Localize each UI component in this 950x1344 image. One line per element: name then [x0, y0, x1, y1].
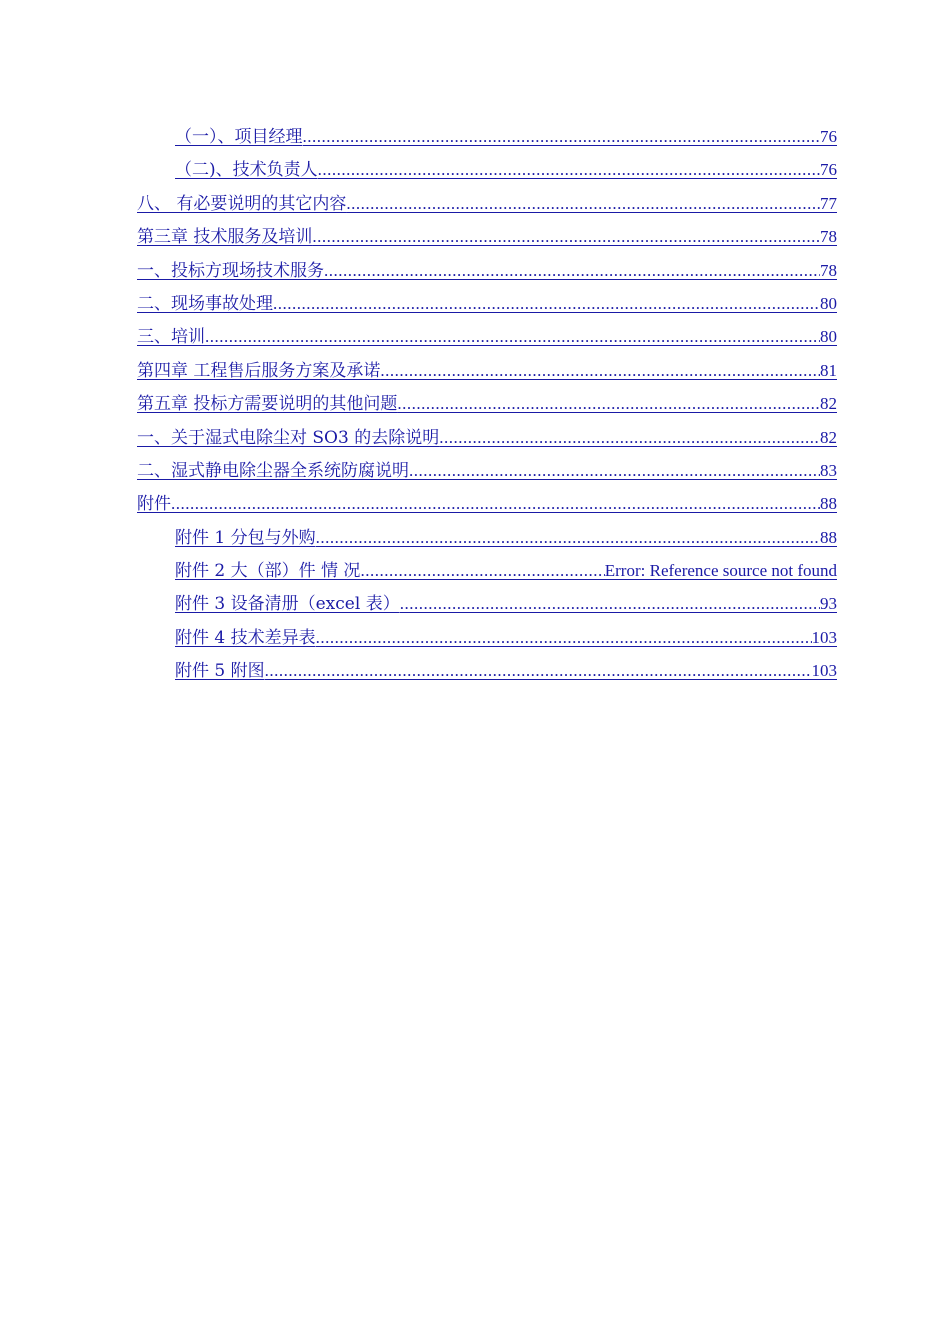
- toc-page-number: 81: [820, 360, 837, 380]
- toc-entry-appendix-3[interactable]: [175, 587, 837, 620]
- toc-page-number: 103: [811, 627, 837, 647]
- toc-entry-label: 第三章 技术服务及培训: [137, 227, 313, 248]
- toc-dot-leader: [324, 254, 820, 287]
- toc-entry-label: 二、现场事故处理: [137, 293, 273, 314]
- toc-dot-leader: [409, 454, 820, 487]
- toc-page-number: Error: Reference source not found: [604, 561, 837, 581]
- toc-entry-label: 第四章 工程售后服务方案及承诺: [137, 360, 381, 381]
- toc-dot-leader: [397, 387, 820, 420]
- toc-entry-appendix-5[interactable]: [175, 654, 837, 687]
- toc-entry-label: 第五章 投标方需要说明的其他问题: [137, 394, 398, 415]
- toc-page-number: 83: [820, 460, 837, 480]
- toc-page-number: 103: [811, 661, 837, 681]
- toc-entry-project-manager[interactable]: [175, 120, 837, 153]
- toc-dot-leader: [205, 320, 820, 353]
- toc-page-number: 78: [820, 260, 837, 280]
- toc-entry-label: （一）、项目经理: [175, 127, 303, 147]
- toc-entry-label: （二)、技术负责人: [175, 160, 318, 181]
- toc-entry-label: 附件 2 大（部）件 情 况: [175, 561, 361, 582]
- toc-entry-label: 三、培训: [137, 327, 205, 348]
- toc-entry-technical-lead[interactable]: [175, 153, 837, 186]
- toc-entry-appendix-1[interactable]: [175, 521, 837, 554]
- toc-dot-leader: [316, 621, 812, 654]
- toc-entry-other-content[interactable]: [137, 187, 837, 220]
- toc-dot-leader: [439, 421, 820, 454]
- toc-page-number: 82: [820, 427, 837, 447]
- toc-entry-chapter-3[interactable]: [137, 220, 837, 253]
- toc-entry-label: 附件 3 设备清册（excel 表）: [175, 594, 400, 615]
- toc-dot-leader: [346, 187, 820, 220]
- toc-page-number: 78: [820, 227, 837, 247]
- toc-entry-label: 一、投标方现场技术服务: [137, 260, 324, 281]
- toc-entry-label: 附件 4 技术差异表: [175, 627, 316, 648]
- toc-entry-label: 一、关于湿式电除尘对 SO3 的去除说明: [137, 427, 440, 448]
- toc-entry-appendix-2[interactable]: [175, 554, 837, 587]
- toc-entry-accident-handling[interactable]: [137, 287, 837, 320]
- toc-entry-chapter-5[interactable]: [137, 387, 837, 420]
- toc-dot-leader: [318, 153, 820, 186]
- toc-page-number: 80: [820, 327, 837, 347]
- toc-entry-label: 附件: [137, 494, 171, 515]
- toc-entry-training[interactable]: [137, 320, 837, 353]
- toc-dot-leader: [303, 120, 821, 153]
- toc-dot-leader: [400, 587, 820, 620]
- toc-entry-appendix[interactable]: [137, 487, 837, 520]
- toc-page-number: 93: [820, 594, 837, 614]
- toc-entry-label: 二、湿式静电除尘器全系统防腐说明: [137, 460, 409, 481]
- toc-page-number: 88: [820, 527, 837, 547]
- toc-entry-appendix-4[interactable]: [175, 621, 837, 654]
- toc-dot-leader: [273, 287, 820, 320]
- toc-dot-leader: [360, 554, 604, 587]
- toc-page-number: 82: [820, 394, 837, 414]
- toc-page-number: 77: [820, 193, 837, 213]
- toc-dot-leader: [265, 654, 812, 687]
- toc-entry-label: 附件 5 附图: [175, 661, 265, 682]
- toc-page-number: 76: [820, 127, 837, 146]
- toc-entry-anticorrosion[interactable]: [137, 454, 837, 487]
- toc-entry-label: 附件 1 分包与外购: [175, 527, 316, 548]
- toc-entry-onsite-service[interactable]: [137, 254, 837, 287]
- toc-page-number: 88: [820, 494, 837, 514]
- toc-entry-so3-removal[interactable]: [137, 421, 837, 454]
- toc-page-number: 76: [820, 160, 837, 180]
- toc-dot-leader: [171, 487, 820, 520]
- table-of-contents: [0, 120, 950, 688]
- toc-entry-chapter-4[interactable]: [137, 354, 837, 387]
- toc-entry-label: 八、 有必要说明的其它内容: [137, 193, 347, 214]
- toc-dot-leader: [316, 521, 820, 554]
- toc-dot-leader: [380, 354, 820, 387]
- toc-dot-leader: [312, 220, 820, 253]
- toc-page-number: 80: [820, 293, 837, 313]
